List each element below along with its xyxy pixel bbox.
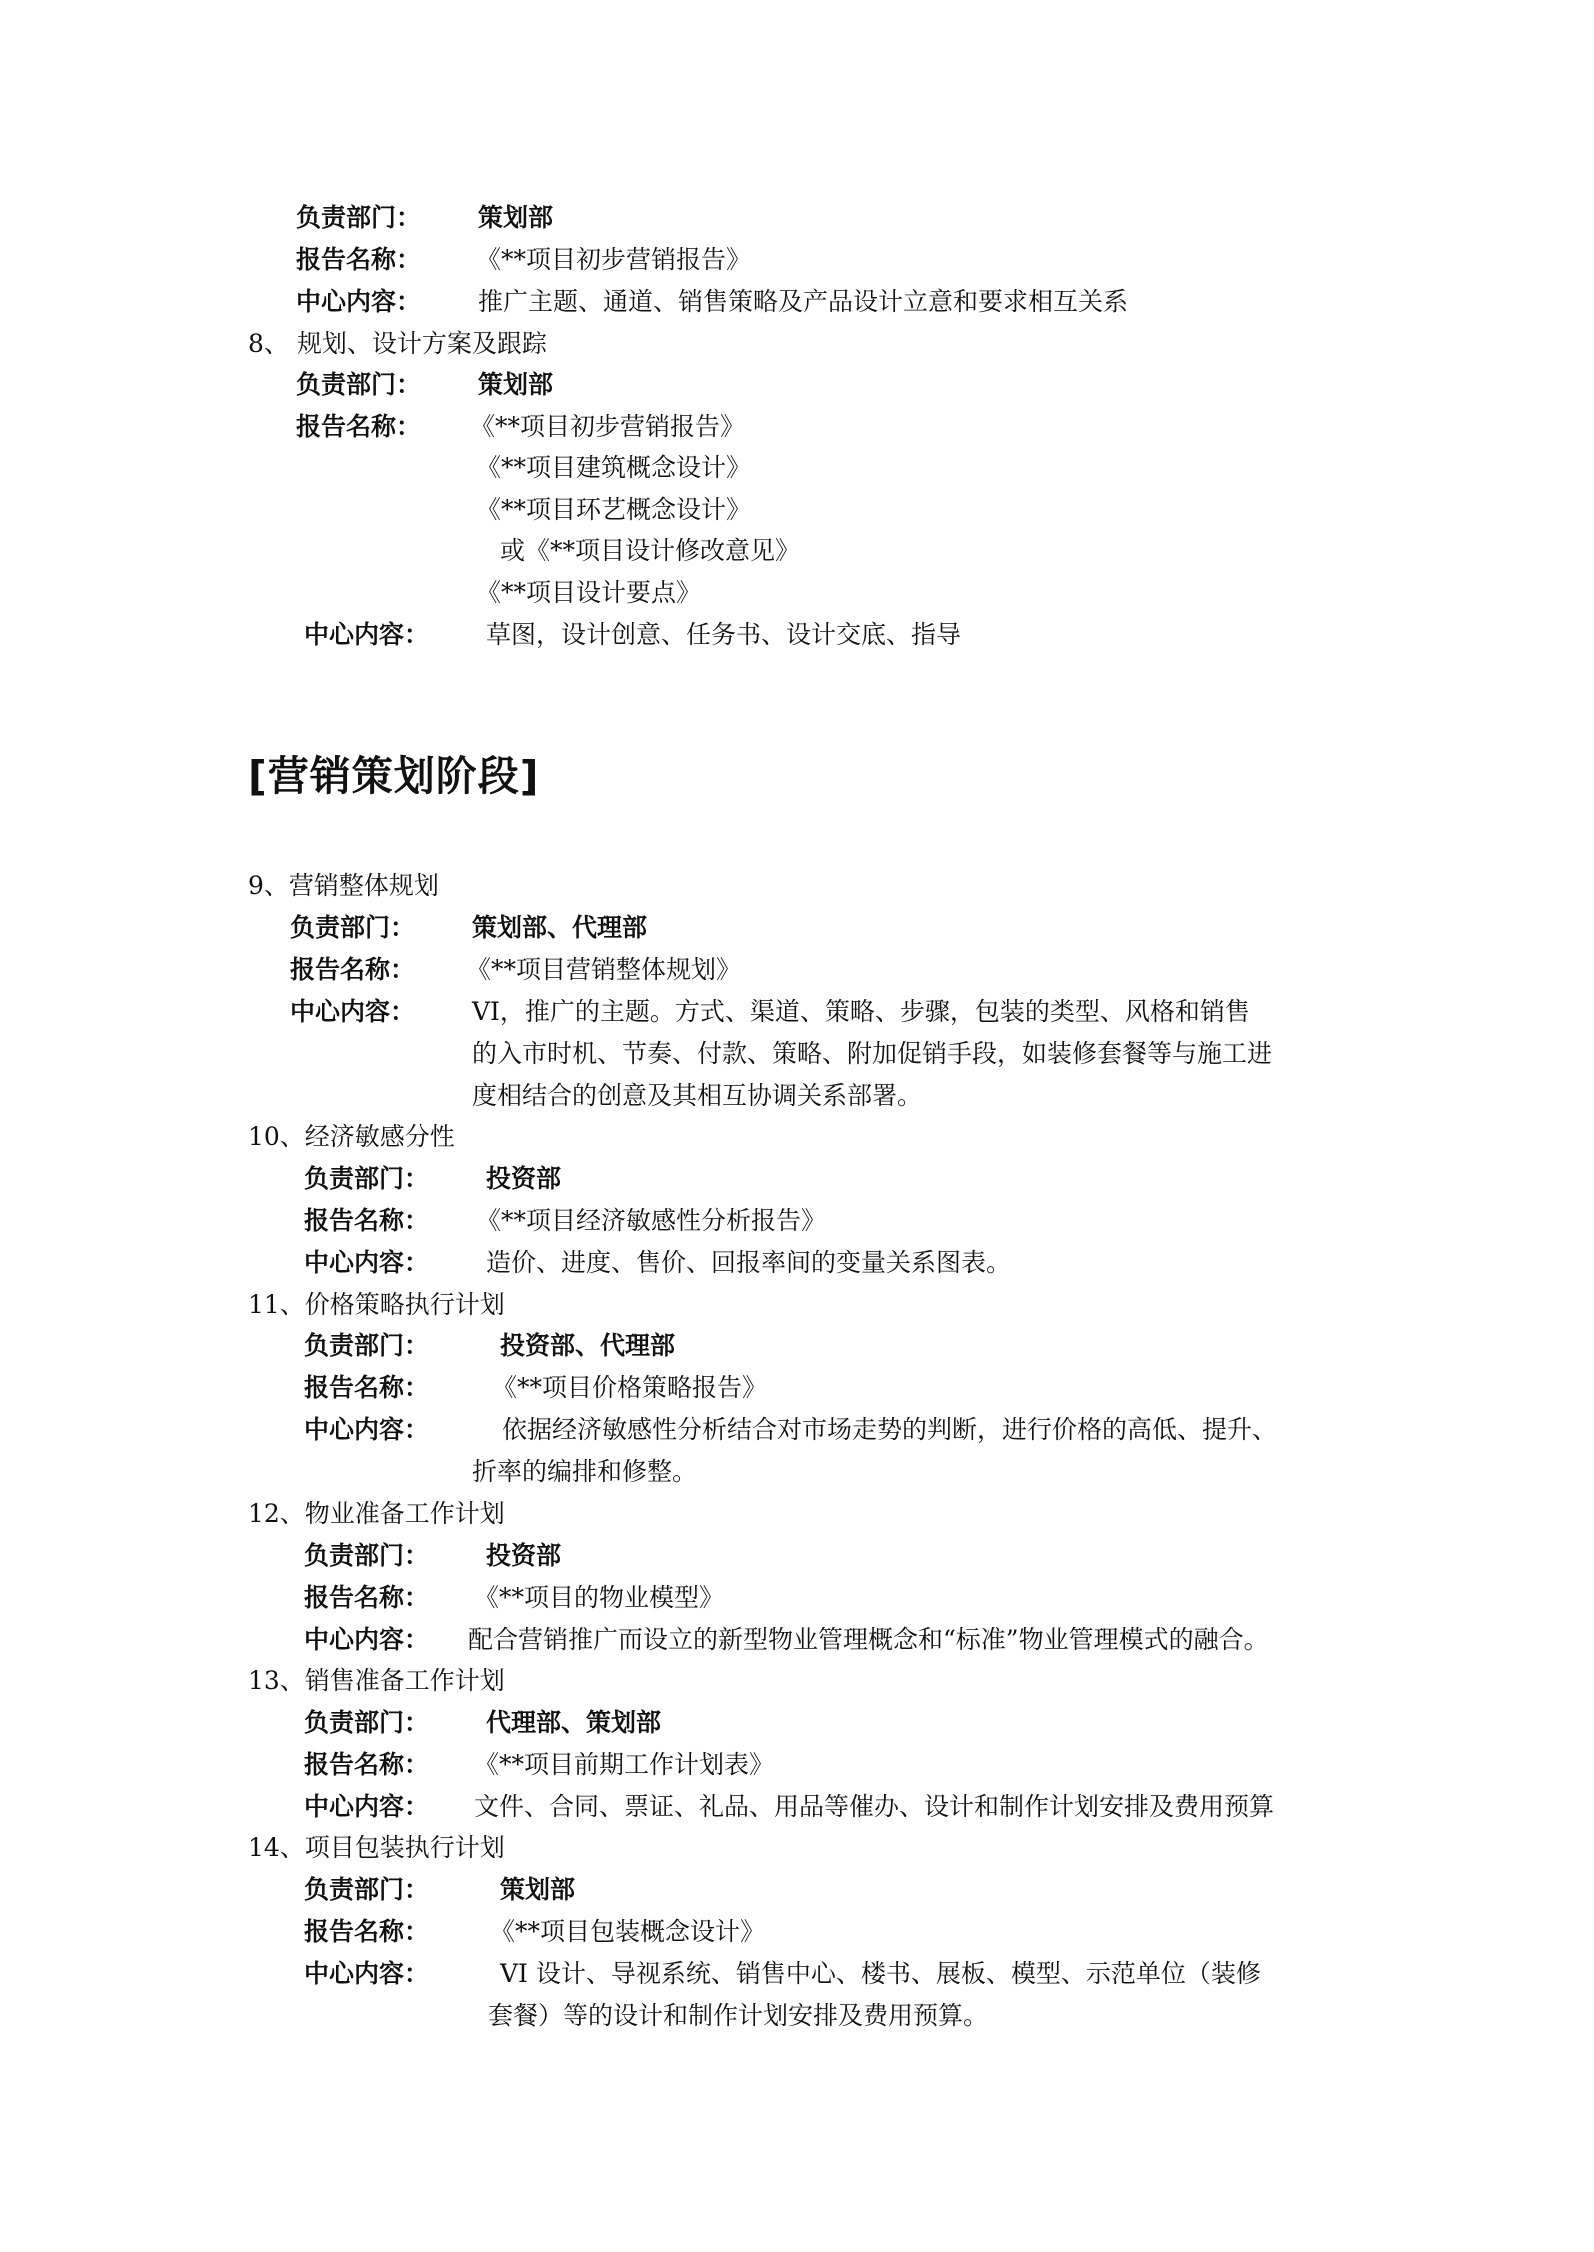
content-value: 套餐）等的设计和制作计划安排及费用预算。 <box>488 2001 989 2030</box>
report-value: 《**项目环艺概念设计》 <box>476 495 752 524</box>
report-value: 《**项目前期工作计划表》 <box>474 1750 775 1779</box>
content-label: 中心内容： <box>304 1415 430 1444</box>
content-value: 度相结合的创意及其相互协调关系部署。 <box>472 1081 923 1110</box>
report-value: 《**项目价格策略报告》 <box>492 1373 768 1402</box>
dept-label: 负责部门： <box>290 913 416 942</box>
content-value: 的入市时机、节奏、付款、策略、附加促销手段，如装修套餐等与施工进 <box>472 1039 1273 1068</box>
content-label: 中心内容： <box>304 1792 430 1821</box>
dept-label: 负责部门： <box>304 1331 430 1360</box>
content-value: VI，推广的主题。方式、渠道、策略、步骤，包装的类型、风格和销售 <box>472 997 1250 1026</box>
report-value: 《**项目设计要点》 <box>476 578 702 607</box>
content-label: 中心内容： <box>296 287 422 316</box>
dept-value: 投资部、代理部 <box>500 1331 676 1360</box>
report-value: 《**项目初步营销报告》 <box>476 245 752 274</box>
content-label: 中心内容： <box>304 1248 430 1277</box>
item-12-title: 12、物业准备工作计划 <box>248 1499 505 1528</box>
dept-value: 策划部 <box>500 1875 576 1904</box>
dept-label: 负责部门： <box>296 370 422 399</box>
report-label: 报告名称： <box>296 412 422 441</box>
item-14-title: 14、项目包装执行计划 <box>248 1833 505 1862</box>
dept-value: 投资部 <box>486 1164 562 1193</box>
content-value: 推广主题、通道、销售策略及产品设计立意和要求相互关系 <box>478 287 1129 316</box>
item-9-title: 9、营销整体规划 <box>248 871 439 900</box>
report-value: 《**项目经济敏感性分析报告》 <box>476 1206 827 1235</box>
dept-label: 负责部门： <box>304 1708 430 1737</box>
dept-value: 投资部 <box>486 1541 562 1570</box>
content-label: 中心内容： <box>304 620 430 649</box>
item-10-title: 10、经济敏感分性 <box>248 1122 455 1151</box>
report-value: 《**项目包装概念设计》 <box>490 1917 766 1946</box>
content-value: 造价、进度、售价、回报率间的变量关系图表。 <box>486 1248 1012 1277</box>
dept-value: 策划部、代理部 <box>472 913 648 942</box>
report-label: 报告名称： <box>304 1917 430 1946</box>
report-label: 报告名称： <box>296 245 422 274</box>
report-label: 报告名称： <box>290 955 416 984</box>
content-value: 草图，设计创意、任务书、设计交底、指导 <box>486 620 962 649</box>
report-value: 《**项目初步营销报告》 <box>470 412 746 441</box>
dept-label: 负责部门： <box>304 1875 430 1904</box>
report-label: 报告名称： <box>304 1750 430 1779</box>
content-label: 中心内容： <box>290 997 416 1026</box>
report-label: 报告名称： <box>304 1373 430 1402</box>
report-label: 报告名称： <box>304 1206 430 1235</box>
content-value: 折率的编排和修整。 <box>472 1457 698 1486</box>
content-value: 依据经济敏感性分析结合对市场走势的判断，进行价格的高低、提升、 <box>502 1415 1278 1444</box>
report-value: 《**项目的物业模型》 <box>474 1583 725 1612</box>
dept-value: 策划部 <box>478 370 554 399</box>
report-value: 《**项目营销整体规划》 <box>466 955 742 984</box>
content-label: 中心内容： <box>304 1625 430 1654</box>
content-value: 文件、合同、票证、礼品、用品等催办、设计和制作计划安排及费用预算 <box>474 1792 1275 1821</box>
report-value: 或《**项目设计修改意见》 <box>500 536 801 565</box>
item-8-title: 8、 规划、设计方案及跟踪 <box>248 329 547 358</box>
item-11-title: 11、价格策略执行计划 <box>248 1290 505 1319</box>
content-value: 配合营销推广而设立的新型物业管理概念和“标准”物业管理模式的融合。 <box>468 1625 1269 1654</box>
content-value: VI 设计、导视系统、销售中心、楼书、展板、模型、示范单位（装修 <box>500 1959 1261 1988</box>
dept-label: 负责部门： <box>304 1541 430 1570</box>
report-label: 报告名称： <box>304 1583 430 1612</box>
section-heading: [营销策划阶段] <box>248 752 540 800</box>
dept-label: 负责部门： <box>296 203 422 232</box>
dept-value: 代理部、策划部 <box>486 1708 662 1737</box>
report-value: 《**项目建筑概念设计》 <box>476 453 752 482</box>
dept-value: 策划部 <box>478 203 554 232</box>
dept-label: 负责部门： <box>304 1164 430 1193</box>
content-label: 中心内容： <box>304 1959 430 1988</box>
item-13-title: 13、销售准备工作计划 <box>248 1666 505 1695</box>
